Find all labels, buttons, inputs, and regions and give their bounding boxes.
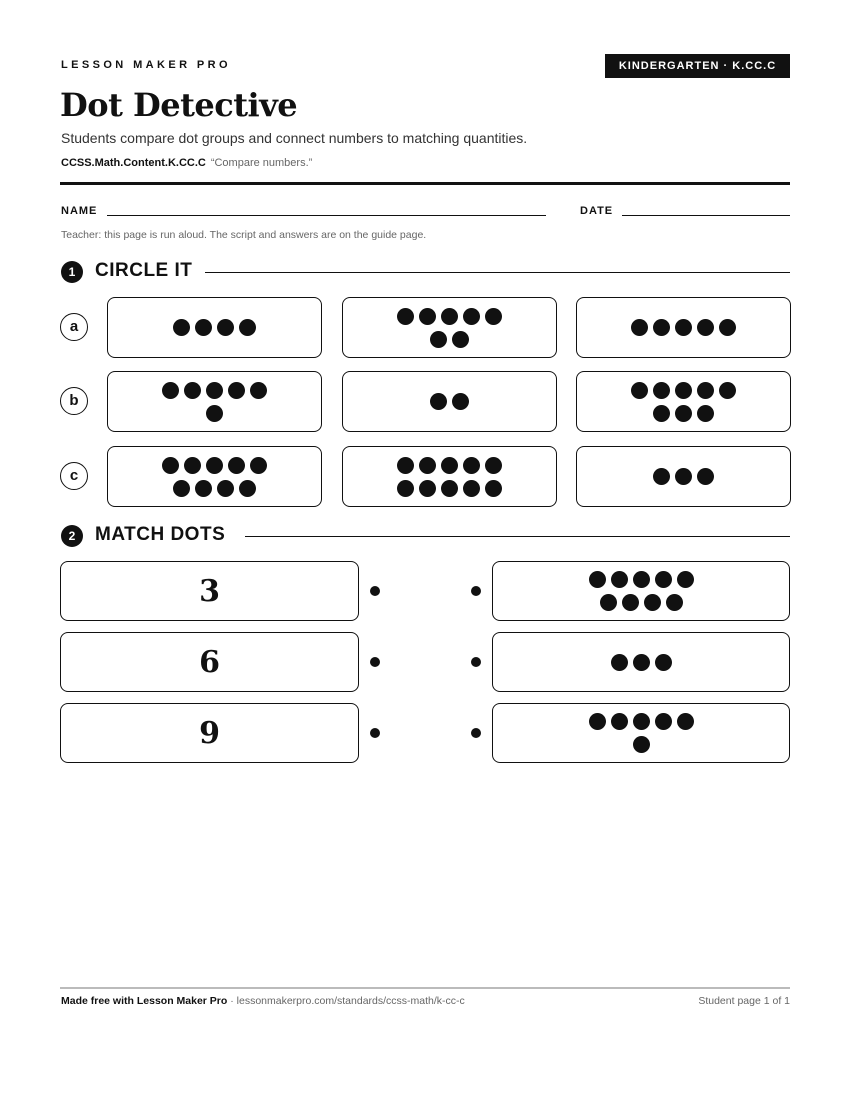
dot xyxy=(675,468,692,485)
dot xyxy=(206,382,223,399)
section-1-number: 1 xyxy=(61,261,83,283)
dot xyxy=(162,457,179,474)
dot-group-card[interactable] xyxy=(107,297,322,358)
footer-made-with: Made free with Lesson Maker Pro xyxy=(61,995,228,1007)
connector-dot-right[interactable] xyxy=(471,728,481,738)
section-1-rule xyxy=(205,272,790,273)
number-value: 9 xyxy=(199,715,220,751)
dot xyxy=(719,319,736,336)
dot xyxy=(633,571,650,588)
section-2-number: 2 xyxy=(61,525,83,547)
footer-url: · lessonmakerpro.com/standards/ccss-math/k-cc-c xyxy=(230,995,465,1007)
dot xyxy=(631,382,648,399)
dot xyxy=(600,594,617,611)
match-dot-row xyxy=(600,594,683,611)
dot xyxy=(397,308,414,325)
row-label-a: a xyxy=(60,313,88,341)
match-dot-row xyxy=(633,736,650,753)
teacher-note: Teacher: this page is run aloud. The script and answers are on the guide page. xyxy=(61,229,427,241)
dot xyxy=(611,713,628,730)
dot xyxy=(633,654,650,671)
row-label-b: b xyxy=(60,387,88,415)
dot xyxy=(228,382,245,399)
dot xyxy=(675,382,692,399)
connector-dot-right[interactable] xyxy=(471,586,481,596)
dot xyxy=(195,319,212,336)
circle-it-dot-row xyxy=(430,331,469,348)
dot-group-card[interactable] xyxy=(342,446,557,507)
dot xyxy=(719,382,736,399)
match-dot-card[interactable] xyxy=(492,632,790,692)
footer-credit xyxy=(61,995,465,1007)
dot xyxy=(675,319,692,336)
dot xyxy=(653,468,670,485)
dot xyxy=(655,571,672,588)
circle-it-dot-row xyxy=(397,457,502,474)
dot xyxy=(217,319,234,336)
page-title: Dot Detective xyxy=(60,86,298,124)
dot xyxy=(633,736,650,753)
dot xyxy=(653,382,670,399)
circle-it-dot-row xyxy=(653,468,714,485)
section-2-rule xyxy=(245,536,790,537)
dot xyxy=(441,457,458,474)
dot xyxy=(195,480,212,497)
connector-dot-left[interactable] xyxy=(370,728,380,738)
dot xyxy=(666,594,683,611)
dot xyxy=(631,319,648,336)
dot xyxy=(452,393,469,410)
dot xyxy=(611,571,628,588)
connector-dot-left[interactable] xyxy=(370,657,380,667)
circle-it-dot-row xyxy=(631,382,736,399)
dot xyxy=(655,713,672,730)
footer-page-number: Student page 1 of 1 xyxy=(698,995,790,1007)
header-divider xyxy=(60,182,790,185)
page-subtitle: Students compare dot groups and connect numbers to matching quantities. xyxy=(61,130,528,146)
match-dot-card[interactable] xyxy=(492,703,790,763)
dot xyxy=(675,405,692,422)
section-1-title: CIRCLE IT xyxy=(95,260,193,281)
dot xyxy=(250,382,267,399)
match-dot-card[interactable] xyxy=(492,561,790,621)
dot xyxy=(677,713,694,730)
grade-badge: KINDERGARTEN · K.CC.C xyxy=(605,54,790,78)
number-value: 3 xyxy=(199,573,220,609)
circle-it-dot-row xyxy=(206,405,223,422)
section-2-title: MATCH DOTS xyxy=(95,524,226,545)
dot xyxy=(173,480,190,497)
dot xyxy=(697,382,714,399)
circle-it-dot-row xyxy=(397,480,502,497)
dot xyxy=(162,382,179,399)
row-label-c: c xyxy=(60,462,88,490)
dot xyxy=(419,480,436,497)
dot xyxy=(441,308,458,325)
connector-dot-right[interactable] xyxy=(471,657,481,667)
footer-divider xyxy=(60,987,790,989)
dot xyxy=(173,319,190,336)
dot xyxy=(633,713,650,730)
match-dot-row xyxy=(589,713,694,730)
standard-line xyxy=(61,157,312,169)
dot xyxy=(239,480,256,497)
dot xyxy=(184,382,201,399)
dot xyxy=(452,331,469,348)
dot xyxy=(697,319,714,336)
circle-it-dot-row xyxy=(430,393,469,410)
dot xyxy=(419,308,436,325)
dot xyxy=(622,594,639,611)
dot xyxy=(697,468,714,485)
dot-group-card[interactable] xyxy=(342,371,557,432)
name-label: NAME xyxy=(61,205,98,217)
circle-it-dot-row xyxy=(397,308,502,325)
dot xyxy=(184,457,201,474)
date-label: DATE xyxy=(580,205,614,217)
dot xyxy=(611,654,628,671)
circle-it-dot-row xyxy=(173,480,256,497)
circle-it-dot-row xyxy=(173,319,256,336)
dot xyxy=(463,308,480,325)
dot xyxy=(697,405,714,422)
circle-it-dot-row xyxy=(162,457,267,474)
connector-dot-left[interactable] xyxy=(370,586,380,596)
dot-group-card[interactable] xyxy=(576,371,791,432)
dot xyxy=(419,457,436,474)
number-card[interactable] xyxy=(60,632,359,692)
dot xyxy=(239,319,256,336)
dot xyxy=(441,480,458,497)
dot-group-card[interactable] xyxy=(576,446,791,507)
name-line[interactable] xyxy=(107,215,546,216)
dot-group-card[interactable] xyxy=(342,297,557,358)
dot xyxy=(397,457,414,474)
dot-group-card[interactable] xyxy=(576,297,791,358)
dot xyxy=(485,457,502,474)
dot xyxy=(217,480,234,497)
dot xyxy=(206,457,223,474)
match-dot-row xyxy=(589,571,694,588)
dot xyxy=(463,457,480,474)
number-value: 6 xyxy=(199,644,220,680)
number-card[interactable] xyxy=(60,561,359,621)
circle-it-dot-row xyxy=(162,382,267,399)
brand-name: LESSON MAKER PRO xyxy=(61,59,231,71)
date-line[interactable] xyxy=(622,215,790,216)
dot xyxy=(677,571,694,588)
dot xyxy=(397,480,414,497)
match-dot-row xyxy=(611,654,672,671)
dot xyxy=(206,405,223,422)
dot xyxy=(430,331,447,348)
dot-group-card[interactable] xyxy=(107,446,322,507)
standard-description: “Compare numbers.” xyxy=(210,157,313,169)
dot xyxy=(655,654,672,671)
dot xyxy=(653,405,670,422)
standard-code: CCSS.Math.Content.K.CC.C xyxy=(61,157,206,169)
number-card[interactable] xyxy=(60,703,359,763)
dot xyxy=(589,713,606,730)
dot-group-card[interactable] xyxy=(107,371,322,432)
circle-it-dot-row xyxy=(653,405,714,422)
dot xyxy=(485,480,502,497)
dot xyxy=(653,319,670,336)
dot xyxy=(589,571,606,588)
dot xyxy=(463,480,480,497)
circle-it-dot-row xyxy=(631,319,736,336)
dot xyxy=(485,308,502,325)
dot xyxy=(250,457,267,474)
dot xyxy=(644,594,661,611)
dot xyxy=(430,393,447,410)
dot xyxy=(228,457,245,474)
